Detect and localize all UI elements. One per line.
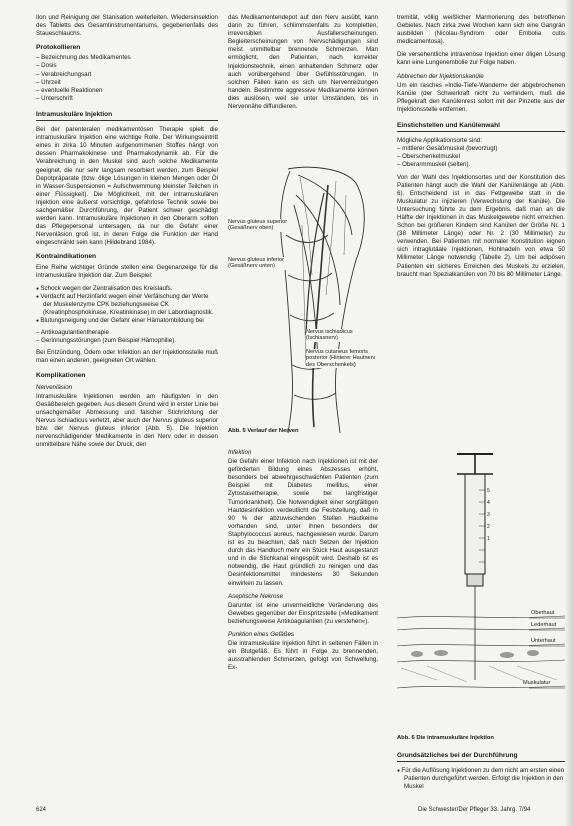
page-edge-shadow <box>565 0 573 826</box>
figure-6-injection <box>397 450 565 746</box>
figure-5-caption: Abb. 5 Verlauf der Nerven <box>228 428 299 434</box>
column-right <box>397 14 565 284</box>
list-item: ● Schock wegen der Zentralisation des Kreislaufs. <box>36 285 218 293</box>
infection-subheading: Infektion <box>228 449 252 456</box>
column-right-lower <box>397 752 565 795</box>
list-item: – mittlerer Gesäßmuskel (bevorzugt) <box>397 145 565 153</box>
extremity-paragraph: tremität, völlig weißlicher Marmorierung des betroffenen Gebietes. Nach zirka zwei Wochen kann sich eine Gangrän ausbilden (Nicolau-Syndrom oder Embolia cutis medicamentosa). <box>397 14 565 46</box>
svg-text:4: 4 <box>487 500 490 506</box>
aseptic-necrosis-subheading: Aseptische Nekrose <box>228 592 284 600</box>
label-nervus-gluteus-superior: Nervus gluteus superior (Gesäßnerv oben) <box>228 219 288 232</box>
label-nervus-cutaneus-femoris: Nervus cutaneus femoris posterior (Hinterer Hautnerv des Oberschenkels) <box>306 349 376 368</box>
im-injection-paragraph: Bei der parenteralen medikamentösen Therapie spielt die intramuskuläre Injektion eine wichtige Rolle. Der Wirkungseintritt eines in zirka 10 Minuten aufgenommenen Stoffes hängt von dessen Pharmakokinese und Pharmakodynamik ab. Für die Verabreichung in den Muskel sind auch solche Medikamente geeignet, die nur sehr langsam resorbiert werden, zum Beispiel Depotpräparate (bzw. ölige Lösungen in kleinen Mengen oder Öl in Wasser-Suspensionen = Aufschwemmung kleinster Teilchen in einer Flüssigkeit). Die Möglichkeit, mit der intramuskulären Injektion eine äußerst vorsichtige, gefahrlose Technik sowie bei sachgemäßer Durchführung, der Patient schwer geschädigt werden kann. Intramuskuläre Injektionen in den Oberarm sollten das Pflegepersonal untersagen, da nur die Gefahr einer Nervenläsion groß ist, in deren Folge die Funktion der Hand eingeschränkt sein kann (Hildebrand 1984). <box>36 126 218 247</box>
list-item: – Antikoagulantientherapie <box>36 329 109 337</box>
label-unterhaut: Unterhaut <box>531 638 556 644</box>
svg-text:2: 2 <box>487 524 490 530</box>
label-lederhaut: Lederhaut <box>531 622 557 628</box>
list-item: – Unterschrift <box>36 95 218 103</box>
figure-5-nerves <box>228 165 378 440</box>
svg-text:3: 3 <box>487 512 490 518</box>
syringe-skin-layers-illustration <box>397 450 565 732</box>
column-middle <box>228 14 378 116</box>
vessel-puncture-paragraph: Die intramuskuläre Injektion führt in seltenen Fällen in ein Blutgefäß. Es führt in Folge zu brennenden, ausstrahlenden Schmerzen, gefolgt von Schwellung, Ex- <box>228 640 378 672</box>
sites-heading: Einstichstellen und Kanülenwahl <box>397 122 565 132</box>
column-left <box>36 14 218 454</box>
nerve-lesion-subheading: Nervenläsion <box>36 383 73 391</box>
basics-heading: Grundsätzliches bei der Durchführung <box>397 752 565 762</box>
contraindications-heading: Kontraindikationen <box>36 253 97 261</box>
protocol-list <box>36 54 218 103</box>
journal-footer: Die Schwester/Der Pfleger 33. Jahrg. 7/94 <box>418 807 531 813</box>
sites-intro: Mögliche Applikationsorte sind: <box>397 137 482 145</box>
list-item: – Gerinnungsstörungen (zum Beispiel Hämophilie). <box>36 337 176 345</box>
aseptic-necrosis-paragraph: Darunter ist eine unvermeidliche Veränderung des Gewebes gegenüber der Einspritzstelle (»Medikament beziehungsweise Antikoagulantien (zu verstehen«). <box>228 601 378 625</box>
svg-text:5: 5 <box>487 488 490 494</box>
vessel-puncture-subheading: Punktion eines Gefäßes <box>228 630 295 638</box>
intro-paragraph: Ilon und Reinigung der Stanisation weiterleiten. Wiedersinsektion des Tabletts des Gesamtinstrumentariums, gegebenenfalls des Staueschlauchs. <box>36 14 218 38</box>
needle-breakage-subheading: Abbrechen der Injektionskanüle <box>397 72 484 80</box>
label-muskulatur: Muskulatur <box>523 680 551 686</box>
page-number: 624 <box>36 807 47 813</box>
label-oberhaut: Oberhaut <box>531 610 555 616</box>
im-injection-heading: Intramuskuläre Injektion <box>36 111 218 121</box>
contraindications-list <box>36 285 218 325</box>
contraindications-sublist <box>36 329 218 345</box>
contraindications-intro: Eine Reihe wichtiger Gründe stellen eine Gegenanzeige für die intramuskuläre Injektion dar. Zum Beispiel: <box>36 263 218 279</box>
sites-paragraph: Von der Wahl des Injektionsortes und der Konstitution des Patienten hängt auch die Wahl der Kanülenlänge ab (Abb. 6). Entscheidend ist in das Fettgewebe statt in die Muskulatur zu injizieren (Verwechslung der Kanüle). Die Untersuchung führte zu dem Ergebnis, daß man an die Hälfte der Injektionen in das Muskelgewebe nicht erreichen. Schon bei größeren Kindern sind Kanülen der Größe Nr. 1 (38 Millimeter Länge) oder Nr. 2 (30 Millimeter) zu verwenden. Bei Patienten mit normaler Konstitution eignen sich intraglutäale Injektionen, Hohlnadeln von etwa 50 Millimeter Länge notwendig (Tabelle 2). Um bei adipösen Patienten ein sicheres Erreichen des Muskels zu erzielen, braucht man Spezialkanülen von 70 bis 80 Millimeter Länge. <box>397 173 565 278</box>
nerve-continued-paragraph: das Medikamentendepot auf den Nerv ausübt, kann dann zu führen, schlimmstenfalls zu kompletten, irreversiblen Ausfallerscheinungen. Begleiterscheinungen von Nervschädigungen sind meist unmittelbar brennende Schmerzen. Man ermöglicht, den Patienten, nach korrekter Injektionstechnik, einen anhaltenden Schmerz oder auch vorübergehend über Gefühlsstörungen. In solchen Fällen kann es sich um Nervenreizungen handeln. Bestimmte aggressive Medikamente können dies auslösen, weil sie unter Umständen, bis in Nervennähe diffundieren. <box>228 14 378 111</box>
complications-heading: Komplikationen <box>36 371 86 379</box>
list-item: ● Verdacht auf Herzinfarkt wegen einer Verfälschung der Werte der Muskelenzyme CPK beziehungsweise CK (Kreatinphosphokinase, Kreatinkinase) in der Labordiagnostik. <box>36 293 218 317</box>
sites-list <box>397 145 565 169</box>
list-item: – Dosis <box>36 62 218 70</box>
list-item: ● Für die Auflösung Injektionen zu dem nicht am ersten einen Patienten durchgeführt werden. Erfolgt die Injektion in den Muskel <box>397 767 565 791</box>
list-item: – Bezeichnung des Medikamentes <box>36 54 218 62</box>
label-nervus-gluteus-inferior: Nervus gluteus inferior (Gesäßnerv unten) <box>228 257 286 270</box>
column-middle-lower <box>228 445 378 677</box>
basics-list <box>397 767 565 791</box>
infection-paragraph: Die Gefahr einer Infektion nach Injektionen ist mit der geförderten Bildung eines Abszesses erhöht, besonders bei abwehrgeschwächten Patienten (zum Beispiel mit Diabetes mellitus, einer Zytostasetherapie, sowie bei langfristiger Tumorkrankheit). Die Notwendigkeit einer sorgfältigen Hautdesinfektion verdeutlicht die Feststellung, daß in 90 % der abzuwischenden Stellen Hautkeime vorhanden sind, unter ihnen besonders der Staphylococcus aureus, nachgewiesen wurde. Darum ist es zu beachten, daß nach Setzen der Injektion durch das Handtuch mehr ein Stück Haut ausgestanzt und in die Stichkanal eingespült wird. Deshalb ist es notwendig, die Haut gründlich zu reinigen und das Desinfektionsmittel mindestens 30 Sekunden einwirken zu lassen. <box>228 458 378 587</box>
list-item: – Verabreichungsart <box>36 71 218 79</box>
svg-text:1: 1 <box>487 536 490 542</box>
list-item: – eventuelle Reaktionen <box>36 87 218 95</box>
list-item: – Oberschenkelmuskel <box>397 153 565 161</box>
figure-6-caption: Abb. 6 Die intramuskuläre Injektion <box>397 735 494 741</box>
list-item: – Uhrzeit <box>36 79 218 87</box>
protocol-heading: Protokollieren <box>36 44 81 52</box>
needle-breakage-paragraph: Um ein rasches »Indie-Tiefe-Wandern« der abgebrochenen Kanüle (der Schwerkraft nicht zu verhindern, muß die Pflegekraft den Kanülenrest sofort mit der Pinzette aus der Injektionsstelle entfernen. <box>397 81 565 113</box>
list-item: ● Blutungsneigung und der Gefahr einer Hämatombildung bei <box>36 317 218 325</box>
nerve-lesion-paragraph: Intramuskuläre Injektionen werden am häufigsten in den Gesäßbereich gegeben. Aus diesem Grund wird in erster Linie bei unsachgemäßer Abmessung und falscher Stichrichtung der Nervus ischiadicus verletzt, aber auch der Nervus gluteus superior bzw. der Nervus gluteus inferior (Abb. 5). Die Injektion nervenschädigender Medikamente in den Nerv oder in dessen unmittelbare Nähe sowie der Druck, den <box>36 392 218 449</box>
list-item: – Oberarmmuskel (selten). <box>397 161 565 169</box>
leg-nerves-illustration <box>228 165 378 435</box>
embolism-paragraph: Die versehentliche intravenöse Injektion einer öligen Lösung kann eine Lungenembolie zur Folge haben. <box>397 51 565 67</box>
skin-site-paragraph: Bei Entzündung, Ödem oder Infektion an der Injektionsstelle muß man einen anderen, geeigneten Ort wählen. <box>36 349 218 365</box>
label-nervus-ischiadicus: Nervus ischiadicus (Ischiasnerv) <box>306 329 372 342</box>
